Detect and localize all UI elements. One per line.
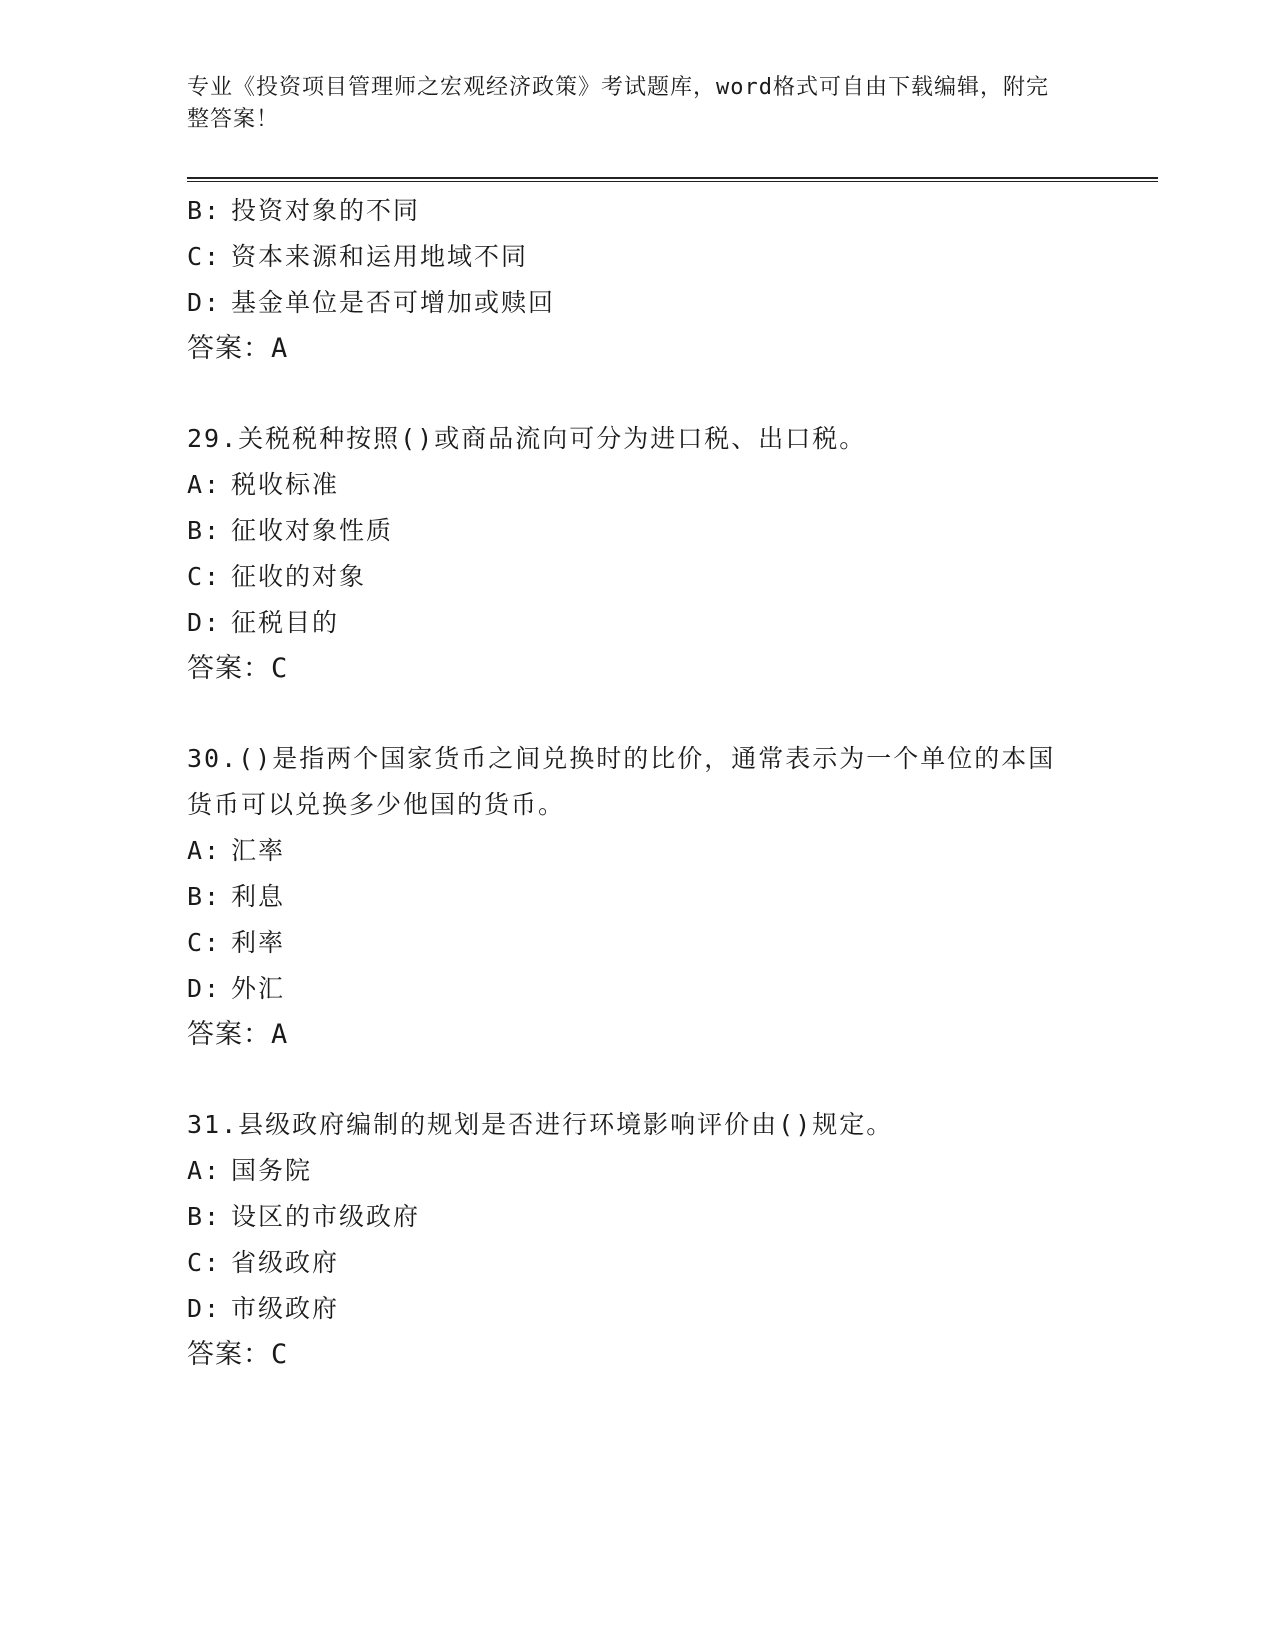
question-29 xyxy=(187,416,1087,692)
option-text: 征收对象性质 xyxy=(231,516,394,545)
question-31 xyxy=(187,1102,1087,1378)
option-text: 利率 xyxy=(231,928,286,957)
answer-label: 答案： xyxy=(187,333,271,364)
option-a xyxy=(187,1148,1087,1194)
answer xyxy=(187,646,1087,692)
option-c xyxy=(187,234,1087,280)
option-c xyxy=(187,1240,1087,1286)
option-text: 基金单位是否可增加或赎回 xyxy=(231,288,556,317)
question-partial xyxy=(187,188,1087,372)
option-key: A: xyxy=(187,836,222,865)
option-key: C: xyxy=(187,242,222,271)
option-text: 征税目的 xyxy=(231,608,340,637)
option-key: B: xyxy=(187,882,222,911)
option-key: D: xyxy=(187,1294,222,1323)
option-key: C: xyxy=(187,1248,222,1277)
option-key: B: xyxy=(187,196,222,225)
option-b xyxy=(187,874,1087,920)
question-30 xyxy=(187,736,1087,1058)
answer-value: C xyxy=(271,653,289,684)
answer-label: 答案： xyxy=(187,653,271,684)
answer-label: 答案： xyxy=(187,1019,271,1050)
answer-value: C xyxy=(271,1339,289,1370)
option-a xyxy=(187,828,1087,874)
option-key: C: xyxy=(187,928,222,957)
option-d xyxy=(187,1286,1087,1332)
option-text: 资本来源和运用地域不同 xyxy=(231,242,529,271)
answer-value: A xyxy=(271,1019,289,1050)
answer-value: A xyxy=(271,333,289,364)
answer xyxy=(187,1012,1087,1058)
option-d xyxy=(187,600,1087,646)
option-text: 国务院 xyxy=(231,1156,313,1185)
answer xyxy=(187,1332,1087,1378)
option-b xyxy=(187,188,1087,234)
header-divider xyxy=(187,177,1158,182)
option-key: B: xyxy=(187,1202,222,1231)
option-text: 市级政府 xyxy=(231,1294,340,1323)
option-text: 省级政府 xyxy=(231,1248,340,1277)
header-note: 专业《投资项目管理师之宏观经济政策》考试题库，word格式可自由下载编辑，附完整答案！ xyxy=(187,75,1049,132)
question-list xyxy=(187,188,1087,1378)
option-text: 征收的对象 xyxy=(231,562,367,591)
option-key: B: xyxy=(187,516,222,545)
option-b xyxy=(187,508,1087,554)
option-key: D: xyxy=(187,608,222,637)
option-text: 外汇 xyxy=(231,974,286,1003)
option-c xyxy=(187,920,1087,966)
question-stem: 31.县级政府编制的规划是否进行环境影响评价由()规定。 xyxy=(187,1110,894,1139)
option-key: C: xyxy=(187,562,222,591)
option-a xyxy=(187,462,1087,508)
option-key: D: xyxy=(187,974,222,1003)
option-key: A: xyxy=(187,470,222,499)
option-c xyxy=(187,554,1087,600)
answer xyxy=(187,326,1087,372)
option-text: 利息 xyxy=(231,882,286,911)
option-text: 汇率 xyxy=(231,836,286,865)
option-key: A: xyxy=(187,1156,222,1185)
option-b xyxy=(187,1194,1087,1240)
option-d xyxy=(187,280,1087,326)
question-stem: 29.关税税种按照()或商品流向可分为进口税、出口税。 xyxy=(187,424,867,453)
option-text: 设区的市级政府 xyxy=(231,1202,421,1231)
question-stem: 30.()是指两个国家货币之间兑换时的比价，通常表示为一个单位的本国货币可以兑换多少他国的货币。 xyxy=(187,744,1056,819)
option-text: 投资对象的不同 xyxy=(231,196,421,225)
answer-label: 答案： xyxy=(187,1339,271,1370)
option-d xyxy=(187,966,1087,1012)
option-key: D: xyxy=(187,288,222,317)
option-text: 税收标准 xyxy=(231,470,340,499)
